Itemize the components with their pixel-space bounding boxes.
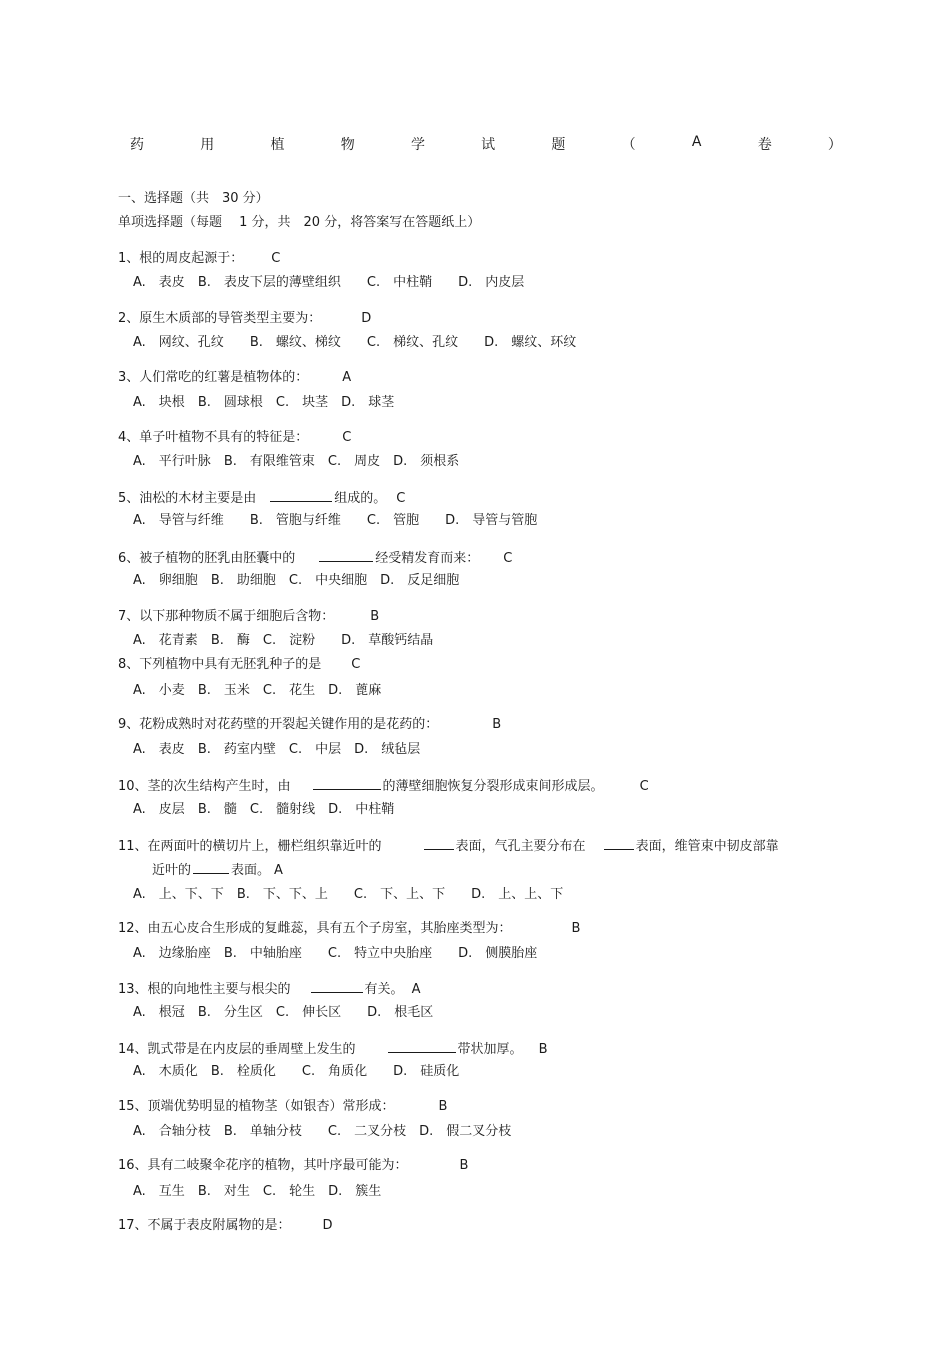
option-c: C. 髓射线: [249, 802, 316, 817]
question-11: [118, 837, 779, 855]
option-d: D. 绒毡层: [354, 742, 421, 757]
question-text: 15、顶端优势明显的植物茎（如银杏）常形成：: [118, 1099, 395, 1114]
title-char: 学: [410, 137, 425, 153]
option-d: D. 内皮层: [458, 275, 525, 290]
question-text: 3、人们常吃的红薯是植物体的：: [118, 370, 309, 385]
option-a: A. 卵细胞: [133, 573, 198, 588]
option-b: B. 酶: [210, 633, 250, 648]
question-6: [118, 549, 512, 567]
title-char: 植: [270, 137, 285, 153]
option-d: D. 侧膜胎座: [458, 946, 538, 961]
answer: A: [411, 982, 421, 997]
question-12: [118, 921, 580, 937]
options-11: [133, 887, 563, 903]
option-c: C. 管胞: [366, 513, 420, 528]
question-text: 6、被子植物的胚乳由胚囊中的: [118, 551, 296, 566]
option-b: B. 螺纹、梯纹: [249, 335, 341, 350]
option-a: A. 花青素: [133, 633, 198, 648]
option-d: D. 球茎: [341, 395, 395, 410]
question-14: [118, 1040, 547, 1058]
option-c: C. 伸长区: [275, 1005, 342, 1020]
question-11-cont: [152, 861, 283, 879]
question-text: 9、花粉成熟时对花药壁的开裂起关键作用的是花药的：: [118, 717, 439, 732]
question-text: 表面。: [231, 863, 271, 878]
option-c: C. 中层: [288, 742, 342, 757]
option-b: B. 髓: [197, 802, 237, 817]
option-b: B. 分生区: [197, 1005, 263, 1020]
answer: B: [492, 717, 502, 732]
question-2: [118, 311, 371, 327]
question-text: 4、单子叶植物不具有的特征是：: [118, 430, 309, 445]
question-5: [118, 489, 405, 507]
question-text: 14、凯式带是在内皮层的垂周壁上发生的: [118, 1042, 356, 1057]
answer: B: [370, 609, 380, 624]
question-text: 组成的。: [334, 491, 387, 506]
option-b: B. 玉米: [197, 683, 250, 698]
answer-blank: [604, 837, 634, 850]
option-c: C. 中柱鞘: [366, 275, 433, 290]
question-text: 的薄壁细胞恢复分裂形成束间形成层。: [382, 779, 604, 794]
option-c: C. 特立中央胎座: [327, 946, 433, 961]
options-7: [133, 633, 433, 649]
answer: D: [322, 1218, 333, 1233]
question-4: [118, 430, 351, 446]
answer: C: [396, 491, 406, 506]
title-char: 物: [340, 137, 355, 153]
option-b: B. 栓质化: [210, 1064, 276, 1079]
option-d: D. 中柱鞘: [328, 802, 395, 817]
question-text: 表面，维管束中韧皮部靠: [635, 839, 779, 854]
question-10: [118, 777, 649, 795]
answer: D: [361, 311, 372, 326]
option-a: A. 互生: [133, 1184, 185, 1199]
answer: C: [271, 251, 281, 266]
question-text: 16、具有二岐聚伞花序的植物，其叶序最可能为：: [118, 1158, 408, 1173]
title-char: （: [621, 137, 636, 153]
option-a: A. 表皮: [133, 275, 185, 290]
options-8: [133, 683, 381, 699]
options-2: [133, 335, 576, 351]
option-b: B. 表皮下层的薄壁组织: [197, 275, 341, 290]
answer-blank: [270, 489, 332, 502]
options-9: [133, 742, 420, 758]
options-4: [133, 454, 459, 470]
answer-blank: [319, 549, 373, 562]
question-8: [118, 657, 360, 673]
question-15: [118, 1099, 447, 1115]
answer: B: [438, 1099, 448, 1114]
question-text: 13、根的向地性主要与根尖的: [118, 982, 291, 997]
option-d: D. 草酸钙结晶: [341, 633, 434, 648]
title-char: 试: [481, 137, 496, 153]
option-c: C. 淀粉: [262, 633, 316, 648]
option-b: B. 药室内壁: [197, 742, 276, 757]
option-a: A. 上、下、下: [133, 887, 224, 902]
answer: B: [571, 921, 581, 936]
answer: C: [639, 779, 649, 794]
question-text: 1、根的周皮起源于：: [118, 251, 244, 266]
option-d: D. 根毛区: [367, 1005, 434, 1020]
option-a: A. 平行叶脉: [133, 454, 211, 469]
option-d: D. 假二叉分枝: [419, 1124, 512, 1139]
title-char: A: [691, 134, 702, 150]
answer: B: [538, 1042, 548, 1057]
option-a: A. 小麦: [133, 683, 185, 698]
option-c: C. 下、上、下: [353, 887, 446, 902]
options-16: [133, 1184, 381, 1200]
option-d: D. 导管与管胞: [445, 513, 538, 528]
title-char: 题: [551, 137, 566, 153]
answer: B: [459, 1158, 469, 1173]
option-d: D. 簇生: [328, 1184, 382, 1199]
instructions: 单项选择题（每题 1 分，共 20 分，将答案写在答题纸上）: [118, 215, 481, 230]
option-d: D. 须根系: [393, 454, 460, 469]
option-a: A. 导管与纤维: [133, 513, 224, 528]
answer: A: [342, 370, 352, 385]
question-16: [118, 1158, 468, 1174]
question-text: 2、原生木质部的导管类型主要为：: [118, 311, 322, 326]
option-c: C. 角质化: [301, 1064, 368, 1079]
option-b: B. 有限维管束: [223, 454, 315, 469]
question-3: [118, 370, 351, 386]
option-b: B. 中轴胎座: [223, 946, 302, 961]
option-a: A. 网纹、孔纹: [133, 335, 224, 350]
option-c: C. 轮生: [262, 1184, 316, 1199]
option-d: D. 螺纹、环纹: [484, 335, 577, 350]
answer-blank: [311, 980, 363, 993]
option-a: A. 皮层: [133, 802, 185, 817]
question-text: 11、在两面叶的横切片上，栅栏组织靠近叶的: [118, 839, 382, 854]
option-b: B. 单轴分枝: [223, 1124, 302, 1139]
option-a: A. 块根: [133, 395, 185, 410]
options-10: [133, 802, 394, 818]
exam-title: [130, 134, 842, 154]
option-a: A. 合轴分枝: [133, 1124, 211, 1139]
option-d: D. 硅质化: [393, 1064, 460, 1079]
title-char: 卷: [757, 137, 772, 153]
options-12: [133, 946, 537, 962]
options-5: [133, 513, 537, 529]
answer-blank: [313, 777, 381, 790]
answer: A: [274, 863, 283, 878]
options-13: [133, 1005, 433, 1021]
title-char: ）: [827, 137, 842, 153]
options-1: [133, 275, 524, 291]
option-c: C. 块茎: [275, 395, 329, 410]
option-b: B. 助细胞: [210, 573, 276, 588]
option-c: C. 周皮: [327, 454, 381, 469]
answer: C: [351, 657, 361, 672]
question-text: 12、由五心皮合生形成的复雌蕊，具有五个子房室，其胎座类型为：: [118, 921, 512, 936]
question-text: 8、下列植物中具有无胚乳种子的是: [118, 657, 322, 672]
question-text: 近叶的: [152, 863, 192, 878]
question-text: 17、不属于表皮附属物的是：: [118, 1218, 291, 1233]
answer: C: [503, 551, 513, 566]
option-b: B. 对生: [197, 1184, 250, 1199]
question-text: 带状加厚。: [457, 1042, 523, 1057]
option-d: D. 上、上、下: [471, 887, 564, 902]
answer: C: [342, 430, 352, 445]
question-1: [118, 251, 280, 267]
option-d: D. 蓖麻: [328, 683, 382, 698]
option-a: A. 边缘胎座: [133, 946, 211, 961]
question-text: 经受精发育而来：: [375, 551, 480, 566]
option-c: C. 花生: [262, 683, 316, 698]
options-14: [133, 1064, 459, 1080]
section-heading: 一、选择题（共 30 分）: [118, 191, 269, 206]
question-text: 7、以下那种物质不属于细胞后含物：: [118, 609, 335, 624]
option-b: B. 管胞与纤维: [249, 513, 341, 528]
option-b: B. 下、下、上: [236, 887, 328, 902]
option-b: B. 圆球根: [197, 395, 263, 410]
options-3: [133, 395, 394, 411]
option-a: A. 木质化: [133, 1064, 198, 1079]
option-c: C. 中央细胞: [288, 573, 368, 588]
option-d: D. 反足细胞: [380, 573, 460, 588]
option-c: C. 二叉分枝: [327, 1124, 407, 1139]
options-6: [133, 573, 459, 589]
question-9: [118, 717, 501, 733]
answer-blank: [388, 1040, 456, 1053]
title-char: 药: [130, 137, 144, 153]
question-text: 有关。: [364, 982, 404, 997]
question-text: 5、油松的木材主要是由: [118, 491, 257, 506]
options-15: [133, 1124, 511, 1140]
question-text: 表面，气孔主要分布在: [455, 839, 586, 854]
question-7: [118, 609, 379, 625]
question-13: [118, 980, 420, 998]
question-text: 10、茎的次生结构产生时，由: [118, 779, 291, 794]
answer-blank: [193, 861, 229, 874]
option-a: A. 根冠: [133, 1005, 185, 1020]
answer-blank: [424, 837, 454, 850]
title-char: 用: [200, 137, 215, 153]
question-17: [118, 1218, 333, 1234]
option-c: C. 梯纹、孔纹: [366, 335, 459, 350]
option-a: A. 表皮: [133, 742, 185, 757]
